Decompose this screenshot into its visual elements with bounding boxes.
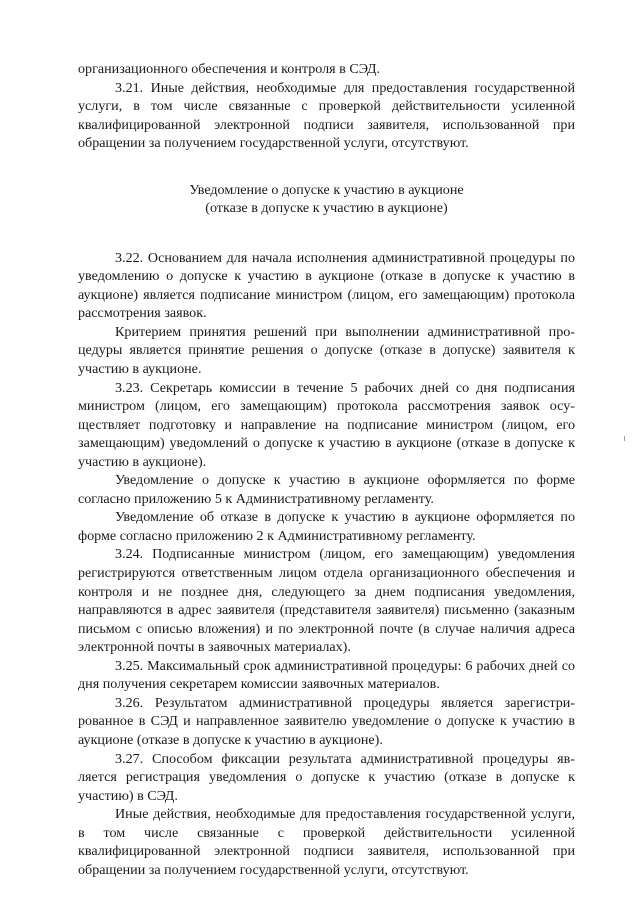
paragraph-3-22: 3.22. Основанием для начала исполнения административной процедуры по уведомлению о допуске к участию в аукционе (отказе в допуске к участию в аукционе) является подписание министром (лицом, его замещающим) протокола рассмотрения заявок. — [78, 249, 575, 322]
section-heading-line-2: (отказе в допуске к участию в аукционе) — [205, 200, 448, 217]
paragraph-decision-criterion: Критерием принятия решений при выполнении административной процедуры является принятие решения о допуске (отказе в допуске) заявителя к участию в аукционе. — [78, 323, 575, 378]
scan-mark — [624, 436, 625, 441]
section-heading-line-1: Уведомление о допуске к участию в аукционе — [189, 181, 464, 198]
paragraph-3-26: 3.26. Результатом административной процедуры является зарегистрированное в СЭД и направленное заявителю уведомление о допуске к участию в аукционе (отказе в допуске к участию в аукционе). — [78, 694, 575, 748]
document-body — [78, 60, 575, 879]
paragraph-other-actions: Иные действия, необходимые для предоставления государственной услуги, в том числе связанные с проверкой действительности усиленной квалифицированной электронной подписи заявителя, использованной при обращении за получением государственной услуги, отсутствуют. — [78, 806, 575, 878]
paragraph-3-27: 3.27. Способом фиксации результата административной процедуры является регистрация уведомления о допуске к участию (отказе в допуске к участию) в СЭД. — [78, 750, 575, 804]
paragraph-3-24: 3.24. Подписанные министром (лицом, его замещающим) уведомления регистрируются ответственным лицом отдела организационного обеспечения и контроля и не позднее дня, следующего за днем подписания уведомления, направляются в адрес заявителя (представителя заявителя) письменно (заказным письмом с описью вложения) и по электронной почте (в случае наличия адреса электронной почты в заявочных материалах). — [78, 546, 575, 656]
paragraph-3-21: 3.21. Иные действия, необходимые для предоставления государственной услуги, в том числе связанные с проверкой действительности усиленной квалифицированной электронной подписи заявителя, использованной при обращении за получением государственной услуги, отсутствуют. — [78, 79, 575, 152]
paragraph-3-25: 3.25. Максимальный срок административной процедуры: 6 рабочих дней со дня получения секретарем комиссии заявочных материалов. — [78, 657, 575, 693]
paragraph-continuation: организационного обеспечения и контроля в СЭД. — [78, 61, 380, 77]
paragraph-admission-notice-form: Уведомление о допуске к участию в аукционе оформляется по форме согласно приложению 5 к Административному регламенту. — [78, 472, 575, 507]
paragraph-3-23: 3.23. Секретарь комиссии в течение 5 рабочих дней со дня подписания министром (лицом, его замещающим) протокола рассмотрения заявок осуществляет подготовку и направление на подписание министром (лицом, его замещающим) уведомлений о допуске к участию в аукционе (отказе в допуске к участию в аукционе). — [78, 379, 575, 470]
section-heading — [78, 181, 575, 218]
paragraph-refusal-notice-form: Уведомление об отказе в допуске к участию в аукционе оформляется по форме согласно приложению 2 к Административному регламенту. — [78, 509, 575, 544]
